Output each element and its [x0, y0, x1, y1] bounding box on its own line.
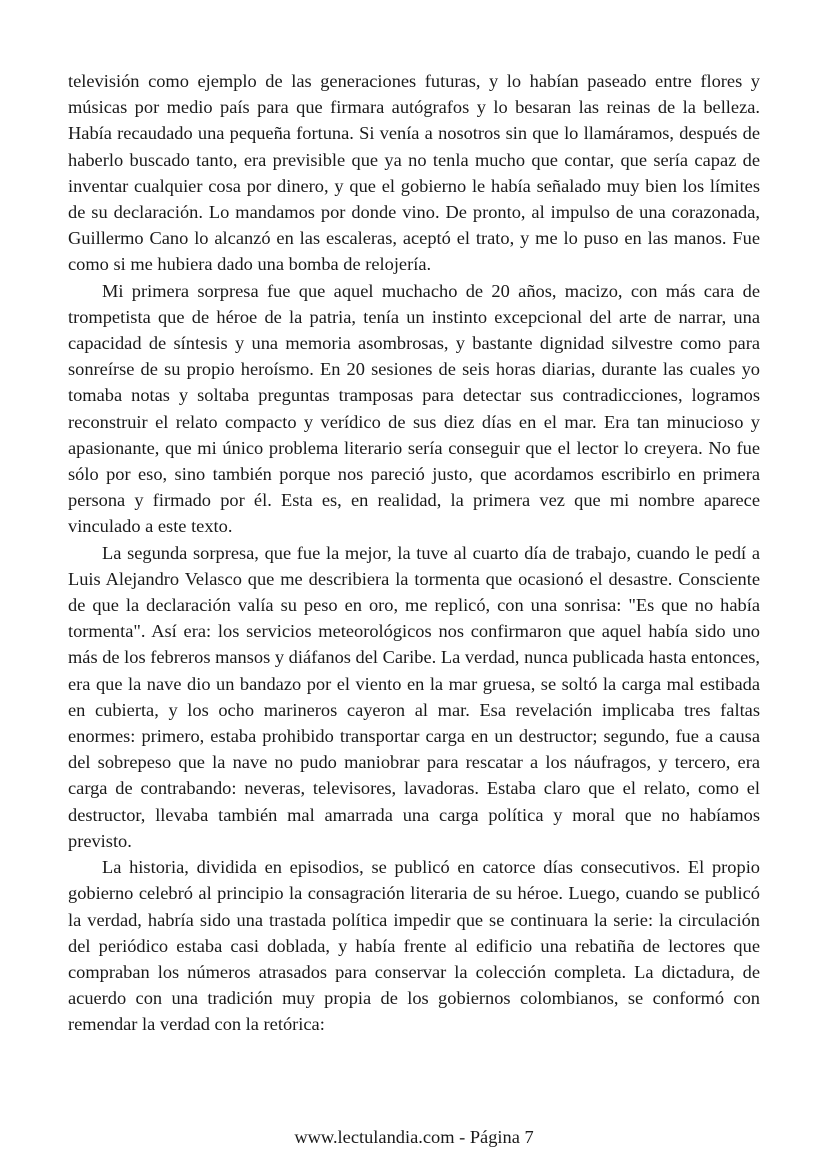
- paragraph-continuation: televisión como ejemplo de las generaciones futuras, y lo habían paseado entre flores y músicas por medio país para que firmara autógrafos y lo besaran las reinas de la belleza. Había recaudado una pequeña fortuna. Si venía a nosotros sin que lo llamáramos, después de haberlo buscado tanto, era previsible que ya no tenla mucho que contar, que sería capaz de inventar cualquier cosa por dinero, y que el gobierno le había señalado muy bien los límites de su declaración. Lo mandamos por donde vino. De pronto, al impulso de una corazonada, Guillermo Cano lo alcanzó en las escaleras, aceptó el trato, y me lo puso en las manos. Fue como si me hubiera dado una bomba de relojería.: [68, 71, 760, 275]
- paragraph-first-surprise: Mi primera sorpresa fue que aquel muchacho de 20 años, macizo, con más cara de trompetista que de héroe de la patria, tenía un instinto excepcional del arte de narrar, una capacidad de síntesis y una memoria asombrosas, y bastante dignidad silvestre como para sonreírse de su propio heroísmo. En 20 sesiones de seis horas diarias, durante las cuales yo tomaba notas y soltaba preguntas tramposas para detectar sus contradicciones, logramos reconstruir el relato compacto y verídico de sus diez días en el mar. Era tan minucioso y apasionante, que mi único problema literario sería conseguir que el lector lo creyera. No fue sólo por eso, sino también porque nos pareció justo, que acordamos escribirlo en primera persona y firmado por él. Esta es, en realidad, la primera vez que mi nombre aparece vinculado a este texto.: [68, 280, 760, 537]
- paragraph-publication: La historia, dividida en episodios, se publicó en catorce días consecutivos. El propio gobierno celebró al principio la consagración literaria de su héroe. Luego, cuando se publicó la verdad, habría sido una trastada política impedir que se continuara la serie: la circulación del periódico estaba casi doblada, y había frente al edificio una rebatiña de lectores que compraban los números atrasados para conservar la colección completa. La dictadura, de acuerdo con una tradición muy propia de los gobiernos colombianos, se conformó con remendar la verdad con la retórica:: [68, 857, 760, 1035]
- paragraph-second-surprise: La segunda sorpresa, que fue la mejor, la tuve al cuarto día de trabajo, cuando le pedí a Luis Alejandro Velasco que me describiera la tormenta que ocasionó el desastre. Consciente de que la declaración valía su peso en oro, me replicó, con una sonrisa: "Es que no había tormenta". Así era: los servicios meteorológicos nos confirmaron que aquel había sido uno más de los febreros mansos y diáfanos del Caribe. La verdad, nunca publicada hasta entonces, era que la nave dio un bandazo por el viento en la mar gruesa, se soltó la carga mal estibada en cubierta, y los ocho marineros cayeron al mar. Esa revelación implicaba tres faltas enormes: primero, estaba prohibido transportar carga en un destructor; segundo, fue a causa del sobrepeso que la nave no pudo maniobrar para rescatar a los náufragos, y tercero, era carga de contrabando: neveras, televisores, lavadoras. Estaba claro que el relato, como el destructor, llevaba también mal amarrada una carga política y moral que no habíamos previsto.: [68, 542, 760, 851]
- page-body: [68, 68, 760, 1038]
- page-footer: www.lectulandia.com - Página 7: [294, 1127, 534, 1147]
